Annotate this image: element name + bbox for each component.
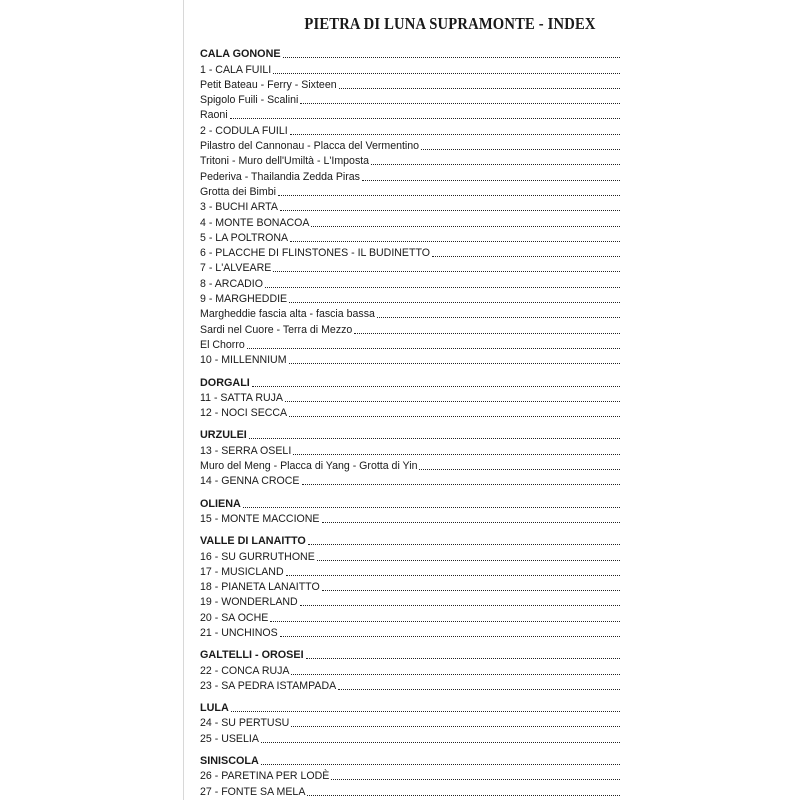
dot-leader [265,286,620,288]
dot-leader [300,102,620,104]
index-entry-label: Spigolo Fuili - Scalini [200,94,299,107]
index-entry-label: 24 - SU PERTUSU [200,717,290,730]
dot-leader [307,794,620,796]
index-entry-label: 22 - CONCA RUJA [200,664,290,677]
page-title: PIETRA DI LUNA SUPRAMONTE - INDEX [304,14,596,33]
dot-leader [243,506,620,508]
index-entry [200,608,620,623]
index-entry-label: 12 - NOCI SECCA [200,407,288,420]
section-heading [200,646,620,661]
index-entry [200,320,620,335]
index-entry-label: 16 - SU GURRUTHONE [200,550,315,563]
dot-leader [249,437,620,439]
dot-leader [354,332,620,334]
index-entry-label: Tritoni - Muro dell'Umiltà - L'Imposta [200,155,370,168]
section-heading-label: VALLE DI LANAITTO [200,535,306,548]
dot-leader [371,163,620,165]
section-heading [200,752,620,767]
index-entry [200,244,620,259]
dot-leader [362,179,620,181]
index-entry-label: 18 - PIANETA LANAITTO [200,581,320,594]
index-entry [200,661,620,676]
index-entry-label: 15 - MONTE MACCIONE [200,512,320,525]
dot-leader [338,688,620,690]
index-entry [200,106,620,121]
index-entry [200,198,620,213]
dot-leader [247,347,620,349]
index-entry [200,167,620,182]
index-entry [200,547,620,562]
section-heading-label: LULA [200,702,229,715]
index-entry [200,137,620,152]
dot-leader [283,56,620,58]
index-entry [200,782,620,797]
dot-leader [293,453,620,455]
dot-leader [291,725,620,727]
dot-leader [377,316,620,318]
index-entry [200,336,620,351]
section-heading-label: CALA GONONE [200,48,281,61]
dot-leader [270,620,620,622]
dot-leader [432,255,620,257]
dot-leader [306,657,620,659]
index-entry-label: 13 - SERRA OSELI [200,444,292,457]
index-entry [200,274,620,289]
dot-leader [280,635,620,637]
dot-leader [289,415,620,417]
index-list [200,45,620,798]
dot-leader [252,385,620,387]
dot-leader [278,194,620,196]
index-entry [200,290,620,305]
index-entry [200,213,620,228]
section-heading [200,532,620,547]
dot-leader [285,400,620,402]
section-heading-label: SINISCOLA [200,755,259,768]
dot-leader [286,574,620,576]
dot-leader [322,589,620,591]
dot-leader [308,543,620,545]
index-entry-label: 14 - GENNA CROCE [200,475,300,488]
dot-leader [300,604,620,606]
dot-leader [339,87,620,89]
index-entry-label: Pederiva - Thailandia Zedda Piras [200,170,360,183]
index-entry-label: 23 - SA PEDRA ISTAMPADA [200,679,337,692]
index-entry [200,441,620,456]
index-entry [200,121,620,136]
page-fold-edge [183,0,184,800]
index-entry [200,389,620,404]
dot-leader [317,559,620,561]
section-heading [200,426,620,441]
index-entry-label: Pilastro del Cannonau - Placca del Vermentino [200,140,420,153]
index-entry [200,714,620,729]
index-entry-label: 9 - MARGHEDDIE [200,293,288,306]
section-heading-label: DORGALI [200,376,250,389]
index-entry-label: 3 - BUCHI ARTA [200,201,278,214]
dot-leader [421,148,620,150]
index-entry-label: Grotta dei Bimbi [200,185,276,198]
dot-leader [291,673,620,675]
index-entry-label: 8 - ARCADIO [200,277,263,290]
index-entry [200,60,620,75]
index-entry-label: 25 - USELIA [200,732,259,745]
dot-leader [290,133,620,135]
index-entry-label: 26 - PARETINA PER LODÈ [200,770,330,783]
section-heading-label: URZULEI [200,429,247,442]
dot-leader [273,72,620,74]
index-entry-label: Muro del Meng - Placca di Yang - Grotta di Yin [200,460,418,473]
index-entry [200,351,620,366]
index-entry-label: 5 - LA POLTRONA [200,231,289,244]
index-entry [200,578,620,593]
index-entry [200,259,620,274]
section-heading [200,45,620,60]
dot-leader [231,710,620,712]
dot-leader [289,301,620,303]
index-entry [200,563,620,578]
index-entry [200,404,620,419]
section-heading-label: OLIENA [200,497,241,510]
dot-leader [302,483,621,485]
index-entry [200,472,620,487]
index-entry-label: Sardi nel Cuore - Terra di Mezzo [200,323,353,336]
dot-leader [322,521,621,523]
dot-leader [419,468,620,470]
index-entry-label: El Chorro [200,338,245,351]
index-entry [200,510,620,525]
index-entry-label: 1 - CALA FUILI [200,63,272,76]
dot-leader [331,778,620,780]
index-entry [200,457,620,472]
index-entry [200,624,620,639]
dot-leader [290,240,620,242]
index-entry-label: 4 - MONTE BONACOA [200,216,310,229]
dot-leader [289,362,620,364]
dot-leader [280,209,620,211]
index-entry-label: 10 - MILLENNIUM [200,354,287,367]
index-entry [200,729,620,744]
dot-leader [261,763,620,765]
index-entry [200,183,620,198]
index-entry-label: 17 - MUSICLAND [200,565,284,578]
index-entry-label: 11 - SATTA RUJA [200,391,283,404]
index-entry [200,305,620,320]
index-entry [200,76,620,91]
index-entry-label: 21 - UNCHINOS [200,626,278,639]
dot-leader [230,117,620,119]
index-entry [200,91,620,106]
index-entry [200,229,620,244]
index-entry-label: 19 - WONDERLAND [200,596,298,609]
dot-leader [311,225,620,227]
section-heading [200,373,620,388]
index-entry-label: 20 - SA OCHE [200,611,269,624]
index-entry-label: 6 - PLACCHE DI FLINSTONES - IL BUDINETTO [200,247,430,260]
section-heading [200,699,620,714]
index-entry-label: 7 - L'ALVEARE [200,262,272,275]
index-entry-label: 2 - CODULA FUILI [200,124,288,137]
index-entry-label: 27 - FONTE SA MELA [200,785,306,798]
index-entry-label: Margheddie fascia alta - fascia bassa [200,308,375,321]
index-entry-label: Raoni [200,109,228,122]
index-entry [200,767,620,782]
index-entry-label: Petit Bateau - Ferry - Sixteen [200,78,337,91]
dot-leader [273,270,620,272]
dot-leader [261,741,620,743]
section-heading [200,494,620,509]
section-heading-label: GALTELLI - OROSEI [200,649,304,662]
index-entry [200,677,620,692]
index-entry [200,593,620,608]
index-entry [200,152,620,167]
